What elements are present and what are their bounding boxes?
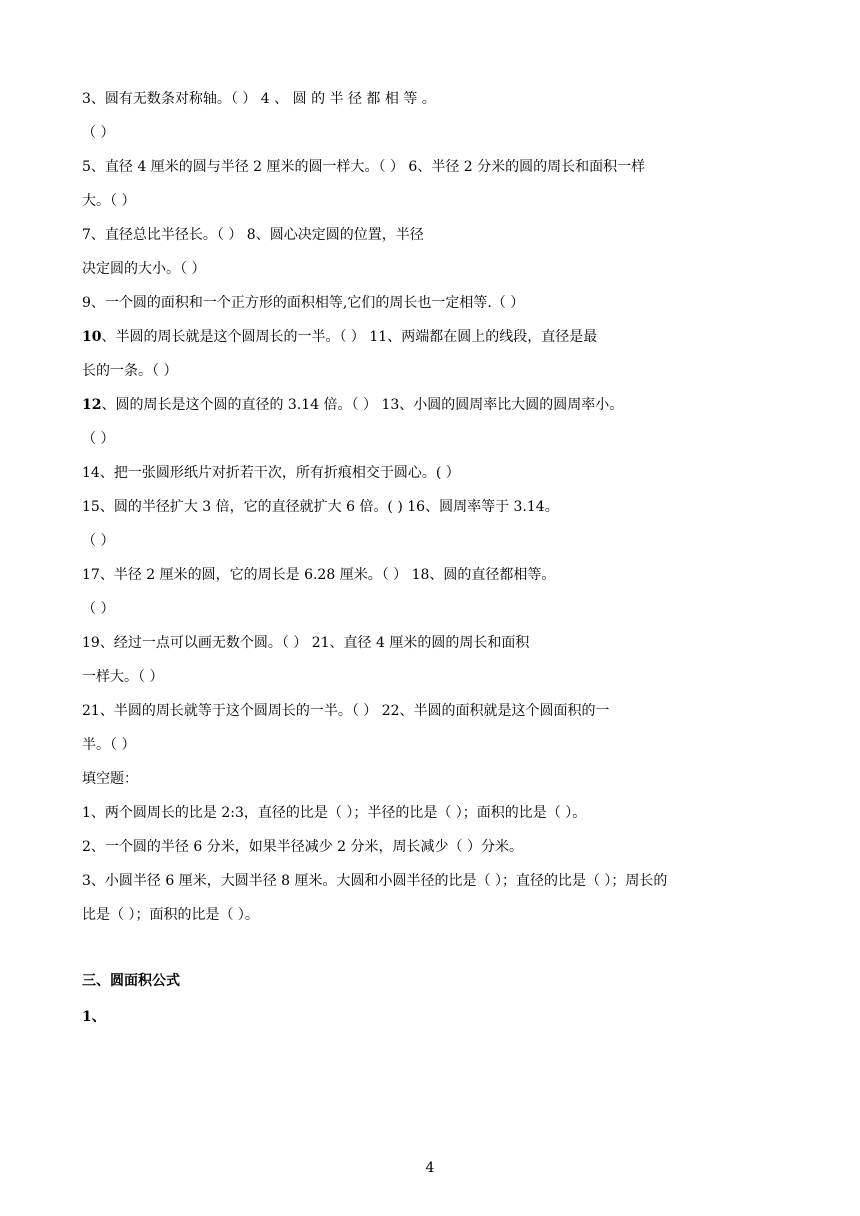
text-line: 12、圆的周长是这个圆的直径的 3.14 倍。（ ） 13、小圆的圆周率比大圆的圆周率小。 (82, 397, 624, 413)
text-line: 5、直径 4 厘米的圆与半径 2 厘米的圆一样大。（ ） 6、半径 2 分米的圆的周长和面积一样 (82, 159, 646, 175)
text-line: （ ） (82, 601, 115, 617)
text-line: 3、小圆半径 6 厘米，大圆半径 8 厘米。大圆和小圆半径的比是（ ）；直径的比是（ ）；周长的 (82, 873, 668, 889)
text-line: 9、一个圆的面积和一个正方形的面积相等,它们的周长也一定相等.（ ） (82, 295, 525, 311)
text-line: 长的一条。（ ） (82, 363, 178, 379)
question-number: 12 (82, 397, 102, 413)
page-number: 4 (425, 1160, 435, 1176)
text-line: （ ） (82, 125, 115, 141)
text-line: 21、半圆的周长就等于这个圆周长的一半。（ ） 22、半圆的面积就是这个圆面积的一 (82, 703, 610, 719)
text-line: 一样大。（ ） (82, 669, 164, 685)
text-line: 19、经过一点可以画无数个圆。（ ） 21、直径 4 厘米的圆的周长和面积 (82, 635, 530, 651)
text-line: （ ） (82, 533, 115, 549)
text-line: 比是（ ）；面积的比是（ ）。 (82, 907, 259, 923)
text-line: 7、直径总比半径长。（ ） 8、圆心决定圆的位置，半径 (82, 227, 424, 243)
text-line: 17、半径 2 厘米的圆，它的周长是 6.28 厘米。（ ） 18、圆的直径都相等。 (82, 567, 556, 583)
text-line: 1、两个圆周长的比是 2:3，直径的比是（ ）；半径的比是（ ）；面积的比是（ ）。 (82, 805, 587, 821)
text-line: 3、圆有无数条对称轴。（ ） 4 、 圆 的 半 径 都 相 等 。 (82, 91, 436, 107)
item-number: 1、 (82, 1009, 106, 1025)
section-heading: 三、圆面积公式 (82, 973, 180, 989)
text-line: 半。（ ） (82, 737, 136, 753)
section-label: 填空题： (82, 771, 138, 787)
text-line: 10、半圆的周长就是这个圆周长的一半。（ ） 11、两端都在圆上的线段，直径是最 (82, 329, 598, 345)
question-number: 10 (82, 329, 102, 345)
text-line: 大。（ ） (82, 193, 136, 209)
text-line: 14、把一张圆形纸片对折若干次，所有折痕相交于圆心。( ） (82, 465, 460, 481)
text-line: 2、一个圆的半径 6 分米，如果半径减少 2 分米，周长减少（ ）分米。 (82, 839, 523, 855)
text-line: （ ） (82, 431, 115, 447)
text-line: 15、圆的半径扩大 3 倍，它的直径就扩大 6 倍。( ) 16、圆周率等于 3.14。 (82, 499, 559, 515)
text-line: 决定圆的大小。（ ） (82, 261, 206, 277)
